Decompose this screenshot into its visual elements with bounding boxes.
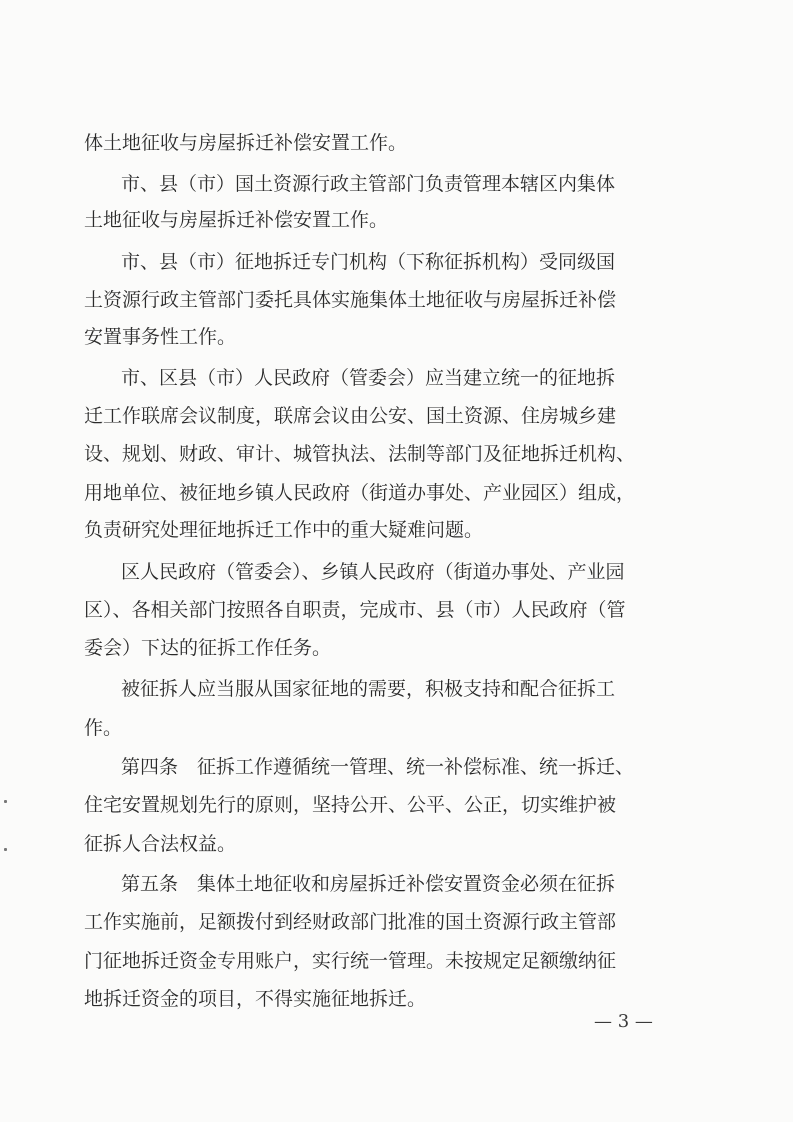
- text-line: 委会）下达的征拆工作任务。: [84, 637, 332, 659]
- text-line: 迁工作联席会议制度，联席会议由公安、国土资源、住房城乡建: [84, 405, 617, 427]
- text-line: 区人民政府（管委会）、乡镇人民政府（街道办事处、产业园: [121, 561, 625, 583]
- text-line: 工作实施前，足额拨付到经财政部门批准的国土资源行政主管部: [84, 911, 617, 933]
- text-line: 区）、各相关部门按照各自职责，完成市、县（市）人民政府（管: [84, 599, 626, 621]
- text-line: 安置事务性工作。: [84, 326, 237, 348]
- text-line: 地拆迁资金的项目，不得实施征地拆迁。: [84, 988, 427, 1010]
- scan-speck: [4, 800, 7, 803]
- text-line: 土地征收与房屋拆迁补偿安置工作。: [84, 209, 389, 231]
- text-line: 市、县（市）国土资源行政主管部门负责管理本辖区内集体: [121, 173, 616, 195]
- text-line: 市、县（市）征地拆迁专门机构（下称征拆机构）受同级国: [121, 251, 616, 273]
- text-line: 体土地征收与房屋拆迁补偿安置工作。: [84, 132, 408, 154]
- scan-speck: [4, 848, 7, 851]
- text-line: 设、规划、财政、审计、城管执法、法制等部门及征地拆迁机构、: [84, 443, 636, 465]
- text-line: 征拆人合法权益。: [84, 833, 237, 855]
- text-line: 住宅安置规划先行的原则，坚持公开、公平、公正，切实维护被: [84, 794, 617, 816]
- page-number: — 3 —: [594, 1011, 653, 1032]
- text-line: 第五条 集体土地征收和房屋拆迁补偿安置资金必须在征拆: [121, 873, 616, 895]
- text-line: 土资源行政主管部门委托具体实施集体土地征收与房屋拆迁补偿: [84, 289, 617, 311]
- text-line: 被征拆人应当服从国家征地的需要，积极支持和配合征拆工: [121, 678, 616, 700]
- text-line: 第四条 征拆工作遵循统一管理、统一补偿标准、统一拆迁、: [121, 756, 635, 778]
- text-line: 市、区县（市）人民政府（管委会）应当建立统一的征地拆: [121, 367, 616, 389]
- text-line: 作。: [84, 717, 123, 739]
- text-line: 门征地拆迁资金专用账户，实行统一管理。未按规定足额缴纳征: [84, 950, 617, 972]
- text-line: 用地单位、被征地乡镇人民政府（街道办事处、产业园区）组成，: [84, 482, 636, 504]
- text-line: 负责研究处理征地拆迁工作中的重大疑难问题。: [84, 519, 484, 541]
